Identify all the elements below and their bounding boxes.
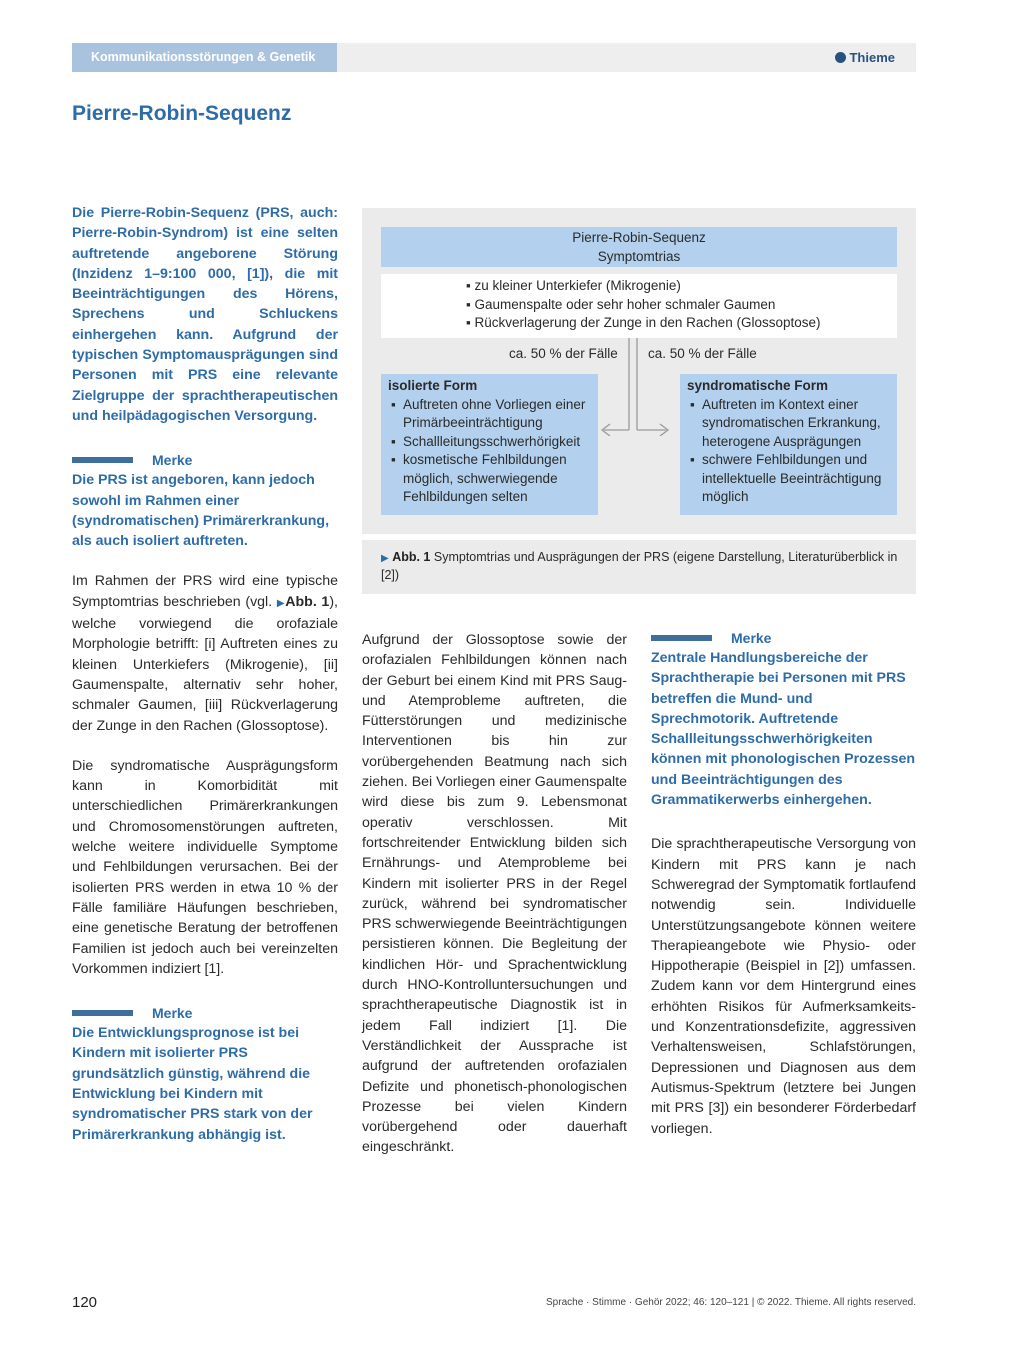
symptom-item: ▪ Rückverlagerung der Zunge in den Rachen (Glossoptose) bbox=[466, 315, 821, 330]
diagram-header-box bbox=[381, 227, 897, 267]
syndromatic-form-box bbox=[680, 374, 897, 515]
merke-box-1 bbox=[72, 450, 338, 551]
box-item: ▪ schwere Fehlbildungen und intellektuelle Beeinträchtigung möglich bbox=[687, 451, 891, 507]
caption-label: Abb. 1 bbox=[392, 550, 431, 564]
article-title: Pierre-Robin-Sequenz bbox=[72, 102, 292, 125]
box-item: ▪ Auftreten im Kontext einer syndromatischen Erkrankung, heterogene Ausprägungen bbox=[687, 396, 891, 452]
merke-box-3 bbox=[651, 628, 916, 810]
percentage-left: ca. 50 % der Fälle bbox=[509, 346, 618, 361]
caption-text: Symptomtrias und Ausprägungen der PRS (eigene Darstellung, Literaturüberblick in [2]) bbox=[381, 550, 898, 582]
merke-heading: Merke bbox=[651, 628, 916, 648]
box-title: isolierte Form bbox=[388, 378, 478, 393]
paragraph-glossoptose: Aufgrund der Glossoptose sowie der orofazialen Fehlbildungen können nach der Geburt bei einem Kind mit PRS Saug- und Atemprobleme auftreten, die Fütterstörungen und medizinische Interventionen bis hin zur vorübergehenden Beatmung nach sich ziehen. Bei Vorliegen einer Gaumenspalte wird diese bis zum 9. Lebensmonat operativ verschlossen. Mit fortschreitender Entwicklung bilden sich Ernährungs- und Atemprobleme bei Kindern mit isolierter PRS in der Regel zurück, während bei syndromatischer PRS schwerwiegende Beeinträchtigungen persistieren können. Die Begleitung der kindlichen Hör- und Sprachentwicklung durch HNO-Kontrolluntersuchungen und sprachtherapeutische Diagnostik ist in jedem Fall indiziert [1]. Die Verständlichkeit der Aussprache ist aufgrund der auftretenden orofazialen Defizite und phonetisch-phonologischen Prozesse bei vielen Kindern vorübergehend oder dauerhaft eingeschränkt. bbox=[362, 632, 628, 1156]
section-tag: Kommunikationsstörungen & Genetik bbox=[72, 43, 337, 72]
figure-caption bbox=[362, 540, 916, 594]
percentage-right: ca. 50 % der Fälle bbox=[648, 346, 757, 361]
publisher-logo bbox=[835, 43, 895, 72]
merke-text: Zentrale Handlungsbereiche der Sprachtherapie bei Personen mit PRS betreffen die Mund- und Sprechmotorik. Auftretende Schallleitungsschwerhörigkeiten können mit phonologischen Prozessen und Beeinträchtigungen des Grammatikerwerbs einhergehen. bbox=[651, 650, 916, 809]
symptom-item: ▪ zu kleiner Unterkiefer (Mikrogenie) bbox=[466, 278, 681, 293]
merke-heading: Merke bbox=[72, 450, 338, 470]
merke-text: Die Entwicklungsprognose ist bei Kindern mit isolierter PRS grundsätzlich günstig, während die Entwicklung bei Kindern mit syndromatischer PRS stark von der Primärerkrankung abhängig ist. bbox=[72, 1025, 313, 1143]
column-3 bbox=[651, 628, 916, 1139]
running-header bbox=[72, 43, 916, 72]
merke-heading: Merke bbox=[72, 1003, 338, 1023]
caption-arrow-icon: ▶ bbox=[381, 553, 389, 564]
reference-arrow-icon: ▶ bbox=[276, 597, 286, 609]
box-item: ▪ kosmetische Fehlbildungen möglich, schwerwiegende Fehlbildungen selten bbox=[388, 451, 592, 507]
box-item: ▪ Auftreten ohne Vorliegen einer Primärbeeinträchtigung bbox=[388, 396, 592, 433]
paragraph-versorgung: Die sprachtherapeutische Versorgung von Kindern mit PRS kann je nach Schweregrad der Symptomatik fortlaufend notwendig sein. Individuelle Unterstützungsangebote können weitere Therapieangebote wie Physio- oder Hippotherapie (Beispiel in [2]) umfassen. Zudem kann vor dem Hintergrund eines erhöhten Risikos für Aufmerksamkeits- und Konzentrationsdefizite, aggressiven Verhaltensweisen, Schlafstörungen, Depressionen und Diagnosen aus dem Autismus-Spektrum (letztere bei Jungen mit PRS [3]) ein besonderer Förderbedarf vorliegen. bbox=[651, 836, 916, 1137]
citation-footer: Sprache · Stimme · Gehör 2022; 46: 120–121 | © 2022. Thieme. All rights reserved. bbox=[546, 1297, 916, 1308]
diagram-subtitle: Symptomtrias bbox=[597, 249, 681, 264]
brand-name: Thieme bbox=[849, 50, 895, 65]
figure-1-diagram bbox=[362, 208, 916, 534]
merke-text: Die PRS ist angeboren, kann jedoch sowohl im Rahmen einer (syndromatischen) Primärerkrankung, als auch isoliert auftreten. bbox=[72, 472, 330, 550]
paragraph-symptomtrias: Im Rahmen der PRS wird eine typische Symptomtrias beschrieben (vgl. ▶Abb. 1), welche vorwiegend die orofaziale Morphologie betrifft: [i] Auftreten eines zu kleinen Unterkiefers (Mikrogenie), [ii] Gaumenspalte, alternativ sehr hoher, schmaler Gaumen, [iii] Rückverlagerung der Zunge in den Rachen (Glossoptose). bbox=[72, 573, 338, 734]
lead-paragraph: Die Pierre-Robin-Sequenz (PRS, auch: Pierre-Robin-Syndrom) ist eine selten auftretende angeborene Störung (Inzidenz 1–9:100 000, [1]), die mit Beeinträchtigungen des Hörens, Sprechens und Schluckens einhergehen kann. Aufgrund der typischen Symptomausprägungen sind Personen mit PRS eine relevante Zielgruppe der sprachtherapeutischen und heilpädagogischen Versorgung. bbox=[72, 205, 338, 424]
figure-reference-link[interactable]: Abb. 1 bbox=[285, 593, 330, 610]
merke-box-2 bbox=[72, 1003, 338, 1145]
isolated-form-box bbox=[381, 374, 598, 515]
merke-bar bbox=[72, 1010, 133, 1016]
merke-bar bbox=[72, 457, 133, 463]
symptom-list-box bbox=[381, 274, 897, 338]
merke-bar bbox=[651, 635, 712, 641]
column-1 bbox=[72, 203, 338, 1145]
box-title: syndromatische Form bbox=[687, 378, 829, 393]
thieme-logo-icon bbox=[835, 52, 846, 63]
page-number: 120 bbox=[72, 1294, 98, 1311]
diagram-title: Pierre-Robin-Sequenz bbox=[572, 230, 706, 245]
paragraph-syndromatisch: Die syndromatische Ausprägungsform kann in Komorbidität mit unterschiedlichen Primärerkrankungen und Chromosomenstörungen auftreten, welche weitere individuelle Symptome und Fehlbildungen verursachen. Bei der isolierten PRS werden in etwa 10 % der Fälle familiäre Häufungen beschrieben, eine genetische Beratung der betroffenen Familien ist jedoch auch bei vereinzelten Vorkommen indiziert [1]. bbox=[72, 757, 338, 977]
box-item: ▪ Schallleitungsschwerhörigkeit bbox=[388, 433, 592, 452]
column-2 bbox=[362, 630, 627, 1158]
symptom-item: ▪ Gaumenspalte oder sehr hoher schmaler Gaumen bbox=[466, 296, 776, 312]
